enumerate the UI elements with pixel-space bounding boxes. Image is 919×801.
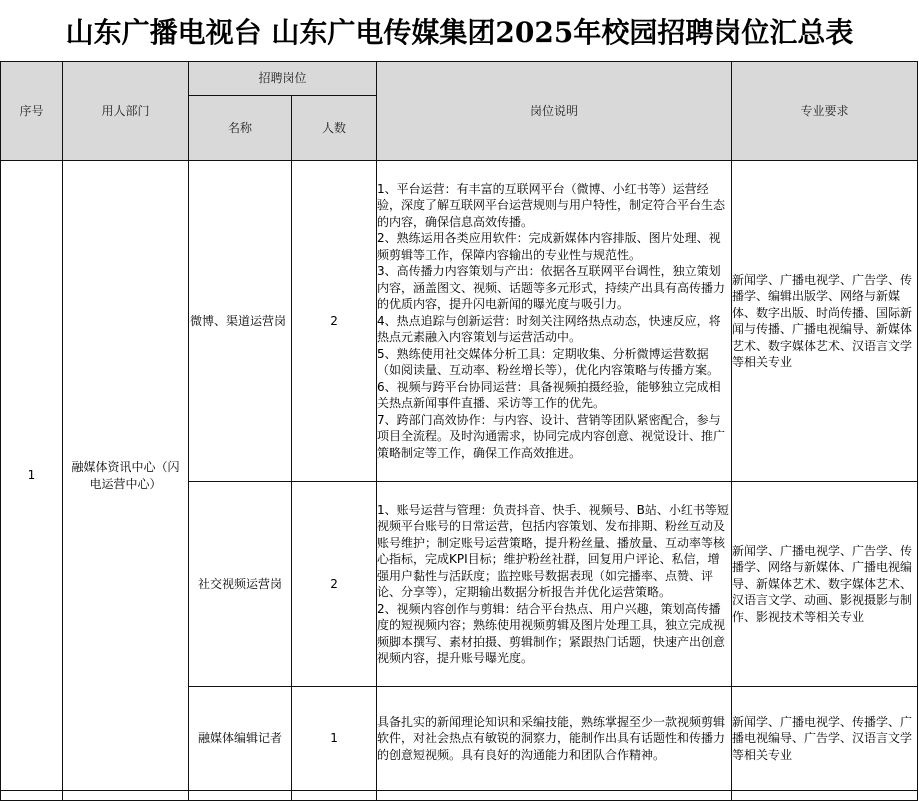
seq-cell: 1	[1, 161, 63, 791]
header-seq: 序号	[1, 62, 63, 161]
description-cell	[377, 161, 732, 482]
description-line: 1、账号运营与管理：负责抖音、快手、视频号、B站、小红书等短视频平台账号的日常运营，包括内容策划、发布排期、粉丝互动及账号维护；制定账号运营策略，提升粉丝量、播放量、互动率等核心指标，完成KPI目标；维护粉丝社群，回复用户评论、私信，增强用户黏性与活跃度；监控账号数据表现（如完播率、点赞、评论、分享等），定期输出数据分析报告并优化运营策略。	[377, 502, 729, 599]
header-description: 岗位说明	[377, 62, 732, 161]
recruitment-table	[0, 61, 918, 801]
description-line: 7、跨部门高效协作：与内容、设计、营销等团队紧密配合，参与项目全流程。及时沟通需求，协同完成内容创意、视觉设计、推广策略制定等工作，确保工作高效推进。	[377, 412, 726, 460]
description-line: 2、熟练运用各类应用软件：完成新媒体内容排版、图片处理、视频剪辑等工作，保障内容输出的专业性与规范性。	[377, 231, 721, 262]
empty-cell	[377, 791, 732, 801]
position-name-cell: 融媒体编辑记者	[189, 687, 292, 791]
major-cell: 新闻学、广播电视学、广告学、传播学、编辑出版学、网络与新媒体、数字出版、时尚传播、国际新闻与传播、广播电视编导、新媒体艺术、数字媒体艺术、汉语言文学等相关专业	[732, 161, 918, 482]
description-line: 6、视频与跨平台协同运营：具备视频拍摄经验，能够独立完成相关热点新闻事件直播、采访等工作的优先。	[377, 379, 721, 411]
major-cell: 新闻学、广播电视学、广告学、传播学、网络与新媒体、广播电视编导、新媒体艺术、数字媒体艺术、汉语言文学、动画、影视摄影与制作、影视技术等相关专业	[732, 482, 918, 687]
table-row-partial	[1, 791, 918, 801]
header-headcount: 人数	[292, 96, 377, 161]
description-cell	[377, 482, 732, 687]
position-name-cell: 社交视频运营岗	[189, 482, 292, 687]
empty-cell	[1, 791, 63, 801]
page-title: 山东广播电视台 山东广电传媒集团2025年校园招聘岗位汇总表	[65, 15, 854, 49]
description-line: 4、热点追踪与创新运营：时刻关注网络热点动态，快速反应，将热点元素融入内容策划与运营活动中。	[377, 313, 721, 345]
headcount-cell: 1	[292, 687, 377, 791]
description-line: 3、高传播力内容策划与产出：依据各互联网平台调性，独立策划内容，涵盖图文、视频、话题等多元形式，持续产出具有高传播力的优质内容，提升闪电新闻的曝光度与吸引力。	[377, 264, 726, 312]
empty-cell	[292, 791, 377, 801]
header-position-name: 名称	[189, 96, 292, 161]
header-department: 用人部门	[63, 62, 189, 161]
table-row	[1, 161, 918, 482]
description-line: 2、视频内容创作与剪辑：结合平台热点、用户兴趣，策划高传播度的短视频内容；熟练使用视频剪辑及图片处理工具，独立完成视频脚本撰写、素材拍摄、剪辑制作；紧跟热门话题，快速产出创意视频内容，提升账号曝光度。	[377, 601, 726, 665]
position-name-cell: 微博、渠道运营岗	[189, 161, 292, 482]
headcount-cell: 2	[292, 482, 377, 687]
description-line: 具备扎实的新闻理论知识和采编技能，熟练掌握至少一款视频剪辑软件，对社会热点有敏锐的洞察力，能制作出具有话题性和传播力的创意短视频。具有良好的沟通能力和团队合作精神。	[377, 714, 726, 762]
department-cell: 融媒体资讯中心（闪电运营中心）	[63, 161, 189, 791]
description-cell	[377, 687, 732, 791]
headcount-cell: 2	[292, 161, 377, 482]
description-line: 1、平台运营：有丰富的互联网平台（微博、小红书等）运营经验，深度了解互联网平台运营规则与用户特性，制定符合平台生态的内容，确保信息高效传播。	[377, 181, 726, 229]
description-line: 5、熟练使用社交媒体分析工具：定期收集、分析微博运营数据（如阅读量、互动率、粉丝增长等），优化内容策略与传播方案。	[377, 346, 720, 378]
header-major: 专业要求	[732, 62, 918, 161]
header-position-group: 招聘岗位	[189, 62, 377, 96]
empty-cell	[732, 791, 918, 801]
empty-cell	[63, 791, 189, 801]
empty-cell	[189, 791, 292, 801]
major-cell: 新闻学、广播电视学、传播学、广播电视编导、广告学、汉语言文学等相关专业	[732, 687, 918, 791]
